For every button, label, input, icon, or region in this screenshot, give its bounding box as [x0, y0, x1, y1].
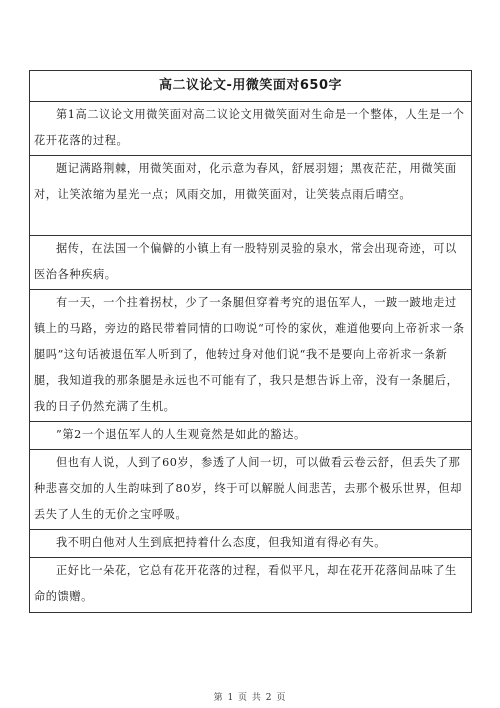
paragraph-5: ”第2一个退伍军人的人生观竟然是如此的豁达。 — [30, 422, 471, 450]
essay-table — [29, 70, 472, 613]
paragraph-8: 正好比一朵花，它总有花开花落的过程，看似平凡，却在花开花落间品味了生命的馈赠。 — [30, 558, 471, 613]
paragraph-2: 题记满路荆棘，用微笑面对，化示意为春风，舒展羽翅；黑夜茫茫，用微笑面对，让笑浓缩为星光一点；风雨交加，用微笑面对，让笑装点雨后晴空。 — [30, 156, 471, 236]
page-number: 第 1 页 共 2 页 — [213, 693, 287, 703]
document-title: 高二议论文-用微笑面对650字 — [30, 71, 471, 102]
paragraph-3: 据传，在法国一个偏僻的小镇上有一股特别灵验的泉水，常会出现奇迹，可以医治各种疾病。 — [30, 236, 471, 290]
paragraph-1: 第1高二议论文用微笑面对高二议论文用微笑面对生命是一个整体，人生是一个花开花落的过程。 — [30, 102, 471, 156]
paragraph-6: 但也有人说，人到了60岁，参透了人间一切，可以做看云卷云舒，但丢失了那种悲喜交加的人生韵味到了80岁，终于可以解脱人间悲苦，去那个极乐世界，但却丢失了人生的无价之宝呼吸。 — [30, 450, 471, 530]
paragraph-4: 有一天，一个拄着拐杖，少了一条腿但穿着考究的退伍军人，一跛一跛地走过镇上的马路，旁边的路民带着同情的口吻说“可怜的家伙，难道他要向上帝祈求一条腿吗”这句话被退伍军人听到了，他转过身对他们说“我不是要向上帝祈求一条新腿，我知道我的那条腿是永远也不可能有了，我只是想告诉上帝，没有一条腿后，我的日子仍然充满了生机。 — [30, 290, 471, 422]
paragraph-7: 我不明白他对人生到底把持着什么态度，但我知道有得必有失。 — [30, 530, 471, 558]
